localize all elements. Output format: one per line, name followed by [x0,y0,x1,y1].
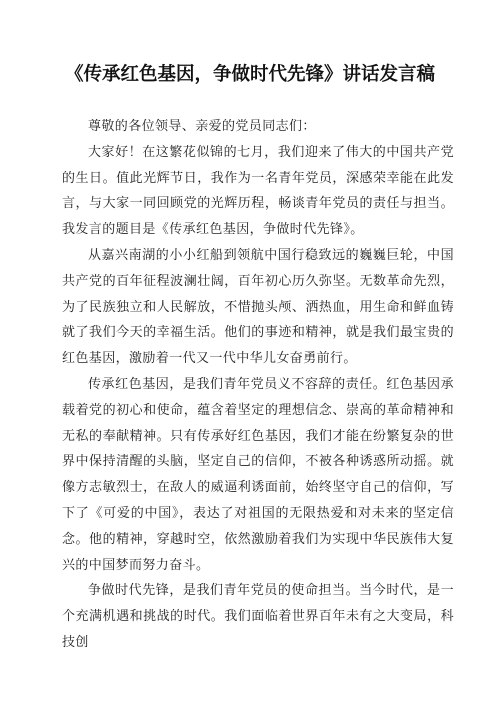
body-paragraph: 传承红色基因，是我们青年党员义不容辞的责任。红色基因承载着党的初心和使命，蕴含着坚定的理想信念、崇高的革命精神和无私的奉献精神。只有传承好红色基因，我们才能在纷繁复杂的世界中保持清醒的头脑，坚定自己的信仰，不被各种诱惑所动摇。就像方志敏烈士，在敌人的威逼利诱面前，始终坚守自己的信仰，写下了《可爱的中国》，表达了对祖国的无限热爱和对未来的坚定信念。他的精神，穿越时空，依然激励着我们为实现中华民族伟大复兴的中国梦而努力奋斗。 [62,376,454,573]
document-title: 《传承红色基因，争做时代先锋》讲话发言稿 [64,64,435,85]
body-paragraph: 从嘉兴南湖的小小红船到领航中国行稳致远的巍巍巨轮，中国共产党的百年征程波澜壮阔，百年初心历久弥坚。无数革命先烈，为了民族独立和人民解放，不惜抛头颅、洒热血，用生命和鲜血铸就了我们今天的幸福生活。他们的事迹和精神，就是我们最宝贵的红色基因，激励着一代又一代中华儿女奋勇前行。 [62,247,454,367]
body-paragraph: 争做时代先锋，是我们青年党员的使命担当。当今时代，是一个充满机遇和挑战的时代。我们面临着世界百年未有之大变局，科技创 [62,583,454,650]
salutation-paragraph: 尊敬的各位领导、亲爱的党员同志们： [88,119,316,134]
document-body [62,114,454,656]
body-paragraph: 大家好！在这繁花似锦的七月，我们迎来了伟大的中国共产党的生日。值此光辉节日，我作为一名青年党员，深感荣幸能在此发言，与大家一同回顾党的光辉历程，畅谈青年党员的责任与担当。我发言的题目是《传承红色基因，争做时代先锋》。 [62,144,454,238]
